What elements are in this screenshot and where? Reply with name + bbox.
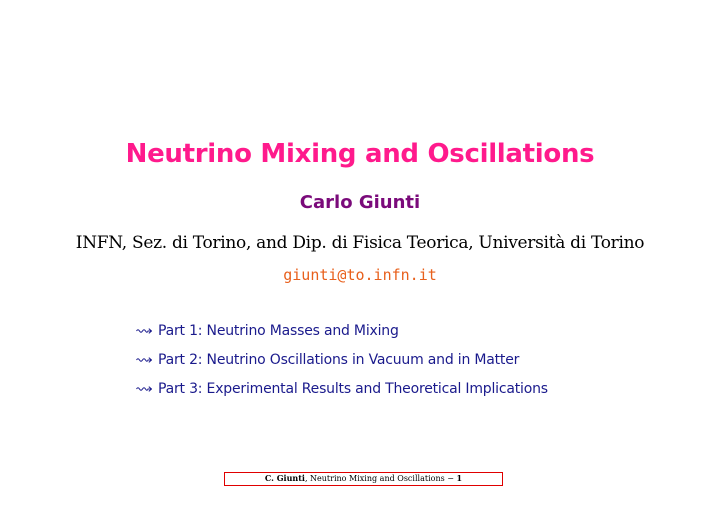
affiliation: INFN, Sez. di Torino, and Dip. di Fisica Teorica, Università di Torino — [75, 233, 645, 253]
footer-title: Neutrino Mixing and Oscillations — [310, 474, 445, 483]
email-link[interactable]: giunti@to.infn.it — [283, 266, 437, 284]
parts-list — [136, 316, 548, 403]
slide-footer — [224, 472, 503, 486]
author-name: Carlo Giunti — [299, 192, 421, 213]
footer-separator: , — [304, 474, 311, 483]
slide-title: Neutrino Mixing and Oscillations — [125, 139, 595, 169]
footer-author: C. Giunti — [264, 473, 305, 483]
footer-page-number: 1 — [456, 473, 463, 483]
footer-dash: − — [444, 474, 457, 483]
squiggly-arrow-icon — [136, 326, 152, 336]
squiggly-arrow-icon — [136, 355, 152, 365]
part-item-1 — [136, 316, 548, 345]
part-label: Part 1: Neutrino Masses and Mixing — [158, 322, 399, 339]
part-label: Part 3: Experimental Results and Theoretical Implications — [158, 380, 548, 397]
part-item-2 — [136, 345, 548, 374]
squiggly-arrow-icon — [136, 384, 152, 394]
part-item-3 — [136, 374, 548, 403]
part-label: Part 2: Neutrino Oscillations in Vacuum and in Matter — [158, 351, 520, 368]
